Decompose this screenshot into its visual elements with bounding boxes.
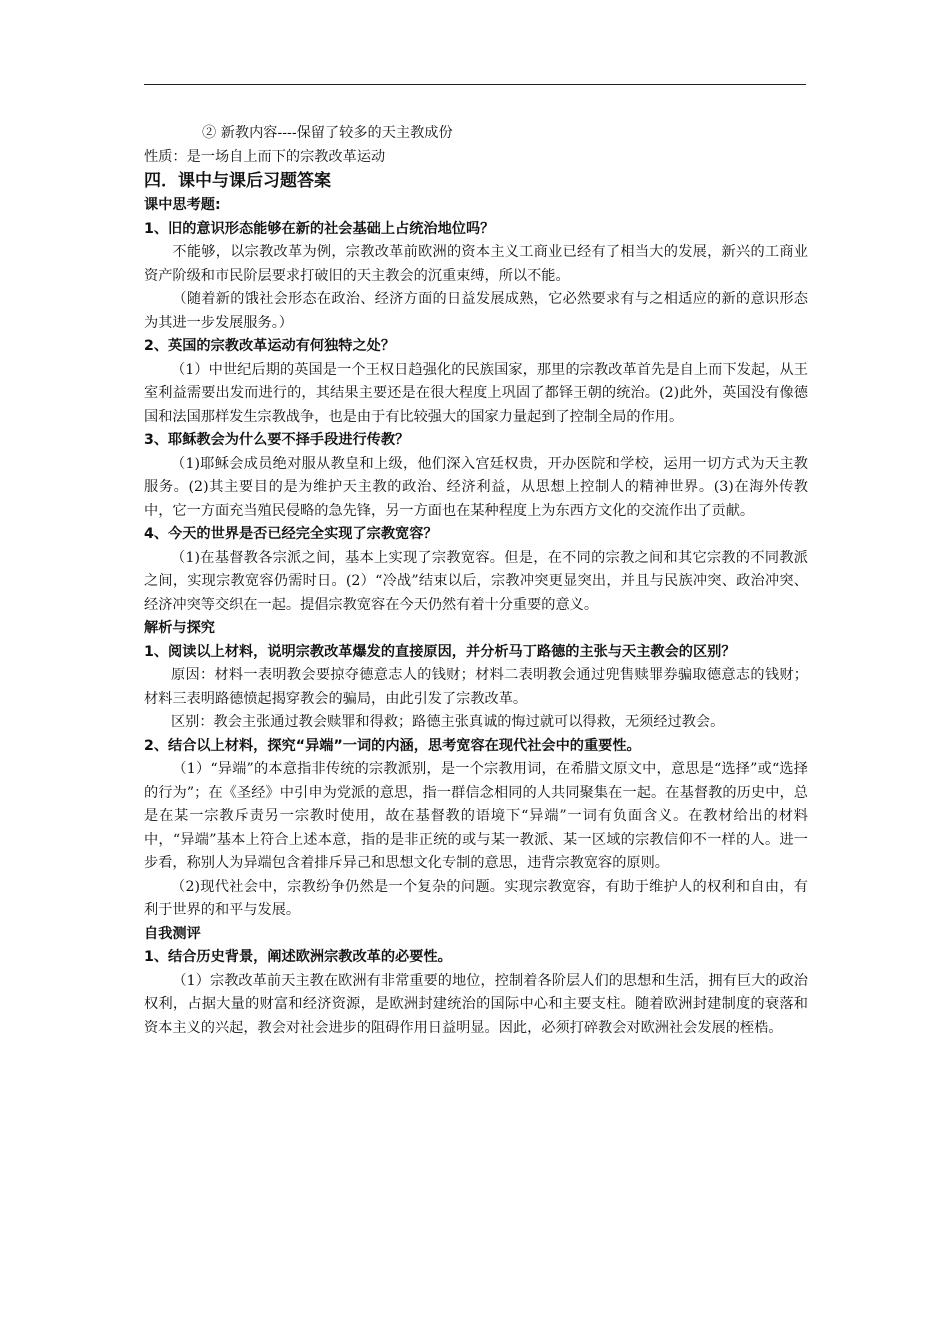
question: 1、旧的意识形态能够在新的社会基础上占统治地位吗？ — [144, 220, 495, 237]
answer: （1)在基督教各宗派之间，基本上实现了宗教宽容。但是，在不同的宗教之间和其它宗教的不同教派之间，实现宗教宽容仍需时日。(2）“冷战”结束以后，宗教冲突更显突出，并且与民族冲突、政治冲突、经济冲突等交织在一起。提倡宗教宽容在今天仍然有着十分重要的意义。 — [144, 549, 808, 613]
answer: （1）宗教改革前天主教在欧洲有非常重要的地位，控制着各阶层人们的思想和生活，拥有巨大的政治权利，占据大量的财富和经济资源，是欧洲封建统治的国际中心和主要支柱。随着欧洲封建制度的衰落和资本主义的兴起，教会对社会进步的阻碍作用日益明显。因此，必须打碎教会对欧洲社会发展的桎梏。 — [144, 972, 808, 1036]
header-rule — [144, 84, 806, 85]
answer: 原因：材料一表明教会要掠夺德意志人的钱财；材料二表明教会通过兜售赎罪券骗取德意志的钱财；材料三表明路德愤起揭穿教会的骗局，由此引发了宗教改革。 — [144, 667, 808, 707]
answer: （1)耶稣会成员绝对服从教皇和上级，他们深入宫廷权贵，开办医院和学校，运用一切方式为天主教服务。(2)其主要目的是为维护天主教的政治、经济利益，从思想上控制人的精神世界。(3)在海外传教中，它一方面充当殖民侵略的急先锋，另一方面也在某种程度上为东西方文化的交流作出了贡献。 — [144, 455, 808, 519]
document-body — [144, 122, 808, 1040]
question: 2、结合以上材料，探究“异端”一词的内涵，思考宽容在现代社会中的重要性。 — [144, 737, 641, 754]
question: 3、耶稣教会为什么要不择手段进行传教？ — [144, 432, 410, 448]
answer: （1）“异端”的本意指非传统的宗教派别，是一个宗教用词，在希腊文原文中，意思是“选择”或“选择的行为”；在《圣经》中引申为党派的意思，指一群信念相同的人共同聚集在一起。在基督教的历史中，总是在某一宗教斥责另一宗教时使用，故在基督教的语境下“异端”一词有负面含义。在教材给出的材料中，“异端”基本上符合上述本意，指的是非正统的或与某一教派、某一区域的宗教信仰不一样的人。进一步看，称别人为异端包含着排斥异己和思想文化专制的意思，违背宗教宽容的原则。 — [144, 761, 808, 871]
answer: 不能够，以宗教改革为例，宗教改革前欧洲的资本主义工商业已经有了相当大的发展，新兴的工商业资产阶级和市民阶层要求打破旧的天主教会的沉重束缚，所以不能。 — [144, 244, 808, 284]
section-title: 四．课中与课后习题答案 — [144, 171, 331, 191]
question: 1、结合历史背景，阐述欧洲宗教改革的必要性。 — [144, 949, 452, 965]
subheading: 课中思考题: — [144, 197, 221, 213]
answer: （1）中世纪后期的英国是一个王权日趋强化的民族国家，那里的宗教改革首先是自上而下发起，从王室利益需要出发而进行的，其结果主要还是在很大程度上巩固了都铎王朝的统治。(2)此外，英国没有像德国和法国那样发生宗教战争，也是由于有比较强大的国家力量起到了控制全局的作用。 — [144, 361, 808, 425]
question: 4、今天的世界是否已经完全实现了宗教宽容？ — [144, 526, 438, 542]
subheading: 解析与探究 — [144, 620, 215, 636]
answer: （随着新的饿社会形态在政治、经济方面的日益发展成熟，它必然要求有与之相适应的新的意识形态为其进一步发展服务。） — [144, 291, 808, 331]
nature-line: 性质：是一场自上而下的宗教改革运动 — [144, 148, 386, 165]
question: 1、阅读以上材料，说明宗教改革爆发的直接原因，并分析马丁路德的主张与天主教会的区别？ — [144, 643, 736, 660]
list-item: ② 新教内容----保留了较多的天主教成份 — [202, 125, 453, 141]
subheading: 自我测评 — [144, 925, 201, 942]
answer: （2)现代社会中，宗教纷争仍然是一个复杂的问题。实现宗教宽容，有助于维护人的权利和自由，有利于世界的和平与发展。 — [144, 878, 808, 918]
question: 2、英国的宗教改革运动有何独特之处？ — [144, 338, 396, 354]
answer: 区别：教会主张通过教会赎罪和得救；路德主张真诚的悔过就可以得救，无须经过教会。 — [170, 714, 725, 730]
